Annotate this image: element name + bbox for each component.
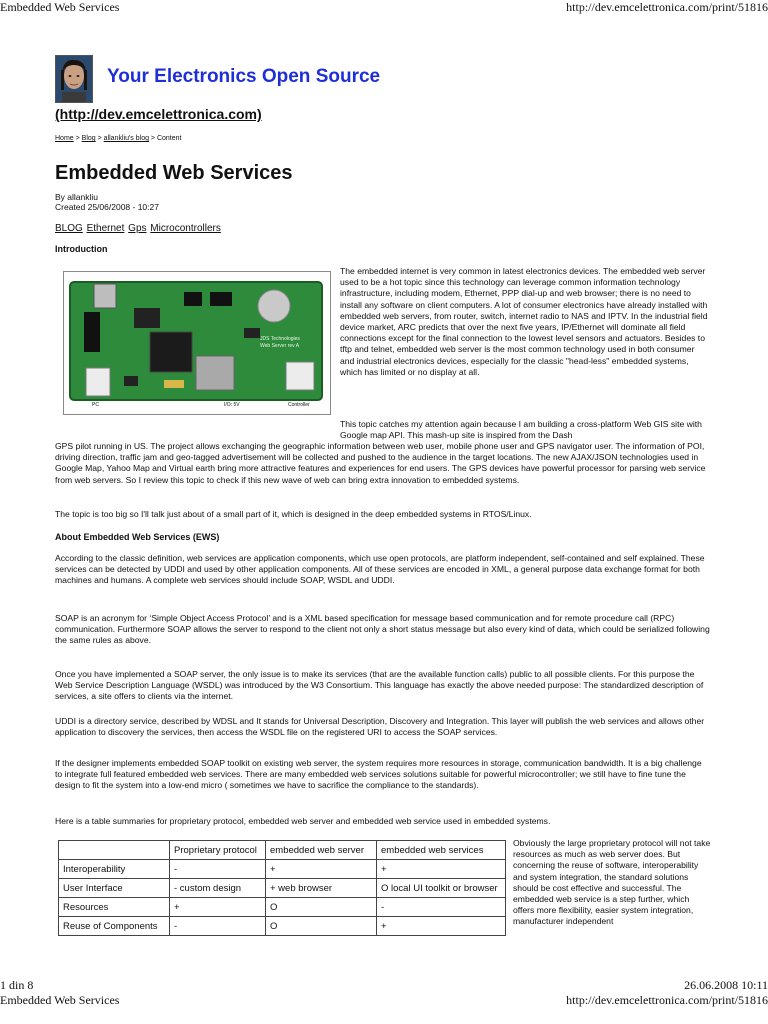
table-cell: + (377, 860, 506, 879)
table-cell: User Interface (59, 879, 170, 898)
section-heading-ews: About Embedded Web Services (EWS) (55, 532, 220, 542)
tag-link-ethernet[interactable]: Ethernet (86, 223, 125, 234)
table-cell: Reuse of Components (59, 917, 170, 936)
comparison-table (58, 840, 506, 936)
table-cell: O local UI toolkit or browser (377, 879, 506, 898)
board-silk-subtitle: Web Server rev A (260, 343, 300, 349)
paragraph-table-side-note: Obviously the large proprietary protocol will not take resources as much as web server does. But concerning the reuse of software, interoperability and system integration, the standard solutions should be cost effective and successful. The embedded web service is a step further, which offers more flexibility, easier system integration, manufacturer independent (513, 838, 711, 927)
table-cell: + (377, 917, 506, 936)
table-cell: - (170, 860, 266, 879)
board-io-label: I/O: 5V (224, 402, 240, 408)
table-cell: O (266, 917, 377, 936)
breadcrumb-home-link[interactable]: Home (55, 135, 74, 142)
print-footer-page: 1 din 8 (0, 978, 34, 992)
table-cell: + (266, 860, 377, 879)
paragraph-ews-toolkit: If the designer implements embedded SOAP toolkit on existing web server, the system requires more resources in storage, communication bandwidth. It is a big challenge to integrate full featured embedded web services. There are many embedded web services solutions suitable for powerful microcontroller; we still have to fine tune the design to fit the system into a low-end micro ( sometimes we have to sacrifice the compliance to the standards). (55, 758, 702, 791)
site-title: Your Electronics Open Source (107, 66, 381, 87)
breadcrumb-current: Content (156, 135, 182, 142)
article-meta (55, 192, 159, 212)
table-cell: O (266, 898, 377, 917)
print-header-title: Embedded Web Services (0, 0, 120, 14)
paragraph-ews-1: According to the classic definition, web services are application components, which use open protocols, are platform independent, self-contained and self explained. These services can be detected by UDDI and used by other application components. All of these services are encoded in XML, a general purpose data exchange format for both machines and humans. A complete web services should include SOAP, WSDL and UDDI. (55, 553, 705, 586)
paragraph-table-intro: Here is a table summaries for proprietary protocol, embedded web server and embedded web service used in embedded systems. (55, 816, 551, 826)
board-controller-label: Controller (288, 402, 310, 408)
breadcrumb-separator: > (73, 135, 82, 142)
paragraph-intro-3: The topic is too big so I'll talk just about of a small part of it, which is designed in the deep embedded systems in RTOS/Linux. (55, 509, 532, 519)
breadcrumb (55, 135, 182, 142)
paragraph-intro-2b: GPS pilot running in US. The project allows exchanging the geographic information between web user, mobile phone user and GPS navigator user. The information of POI, driving direction, traffic jam and geo-tagged advertisement will be collected and pushed to the audience in the target locations. The new AJAX/JSON technologies used in Google Map, Yahoo Map and Virtual earth bring more attractive features and experiences for end users. The GPS devices have powerful processor for parsing web service from web servers. So I review this topic to check if this new wave of web can bring extra innovation to embedded systems. (55, 441, 706, 485)
table-header-row (59, 841, 506, 860)
table-header-cell: Proprietary protocol (170, 841, 266, 860)
table-header-cell: embedded web services (377, 841, 506, 860)
table-row (59, 917, 506, 936)
article-created: Created 25/06/2008 - 10:27 (55, 202, 159, 212)
table-row (59, 860, 506, 879)
breadcrumb-separator: > (95, 135, 104, 142)
tag-link-blog[interactable]: BLOG (55, 223, 83, 234)
avatar (55, 55, 93, 103)
tag-link-microcontrollers[interactable]: Microcontrollers (150, 223, 221, 234)
breadcrumb-separator: > (148, 135, 157, 142)
article-author: By allankliu (55, 192, 98, 202)
print-header (0, 0, 768, 16)
print-footer-title: Embedded Web Services (0, 993, 120, 1007)
page-content (55, 52, 711, 932)
table-cell: - (170, 917, 266, 936)
print-header-url: http://dev.emcelettronica.com/print/51816 (566, 0, 768, 14)
site-url-link[interactable]: (http://dev.emcelettronica.com) (55, 106, 262, 122)
section-heading-introduction: Introduction (55, 244, 108, 254)
table-cell: Resources (59, 898, 170, 917)
table-header-cell: embedded web server (266, 841, 377, 860)
table-header-cell (59, 841, 170, 860)
tag-link-gps[interactable]: Gps (128, 223, 147, 234)
table-cell: + (170, 898, 266, 917)
table-row (59, 898, 506, 917)
breadcrumb-user-blog-link[interactable]: allankliu's blog (103, 135, 149, 142)
paragraph-intro-2a: This topic catches my attention again because I am building a cross-platform Web GIS site with Google map API. This mash-up site is inspired from the Dash (340, 419, 702, 441)
page-title: Embedded Web Services (55, 162, 293, 184)
circuit-board-image (63, 271, 331, 415)
table-cell: - custom design (170, 879, 266, 898)
article-tags (55, 223, 222, 234)
breadcrumb-blog-link[interactable]: Blog (81, 135, 96, 142)
print-footer (0, 978, 768, 1018)
table-cell: Interoperability (59, 860, 170, 879)
paragraph-ews-uddi: UDDI is a directory service, described by WDSL and It stands for Universal Description, Discovery and Integration. This layer will publish the web services and allows other application to discovery the services, then access the WSDL file on the registered URI to access the SOAP services. (55, 716, 705, 738)
table-cell: + web browser (266, 879, 377, 898)
board-pc-label: PC (92, 402, 99, 408)
paragraph-ews-wsdl: Once you have implemented a SOAP server, the only issue is to make its services (that are the available function calls) public to all possible clients. For this purpose the Web Service Description Language (WSDL) was introduced by the W3 Consortium. This language has exactly the above needed purpose: The standardized description of services, a site offers to clients via the internet. (55, 669, 704, 702)
site-header (55, 52, 711, 102)
table-cell: - (377, 898, 506, 917)
paragraph-intro-1: The embedded internet is very common in latest electronics devices. The embedded web server used to be a hot topic since this technology can leverage common information technology infrastructure, including modem, Ethernet, PPP dial-up and web browser; there is no need to install any software on client computers. A lot of consumer electronics have already installed with embedded web servers, from router, switch, internet radio to NAS and IPTV. In the industrial field device market, ARC predicts that over the next five years, IP/Ethernet will dominate all field connections except for the final connection to the lowest level sensors and actuators. Besides to tftp and telnet, embedded web server is the most common technology used in both consumer and industrial electronics devices, especially for the classic "head-less" embedded systems, which has limited or no display at all. (340, 266, 708, 377)
print-footer-url: http://dev.emcelettronica.com/print/51816 (566, 993, 768, 1007)
table-row (59, 879, 506, 898)
board-silk-title: JDS Technologies (260, 336, 300, 342)
print-footer-datetime: 26.06.2008 10:11 (684, 978, 768, 992)
paragraph-ews-soap: SOAP is an acronym for ‘Simple Object Access Protocol’ and is a XML based specification for message based communication and for remote procedure call (RPC) communication. Furthermore SOAP allows the server to respond to the client not only a short status message but also every kind of data, which could be serialized following the same rules as above. (55, 613, 710, 646)
